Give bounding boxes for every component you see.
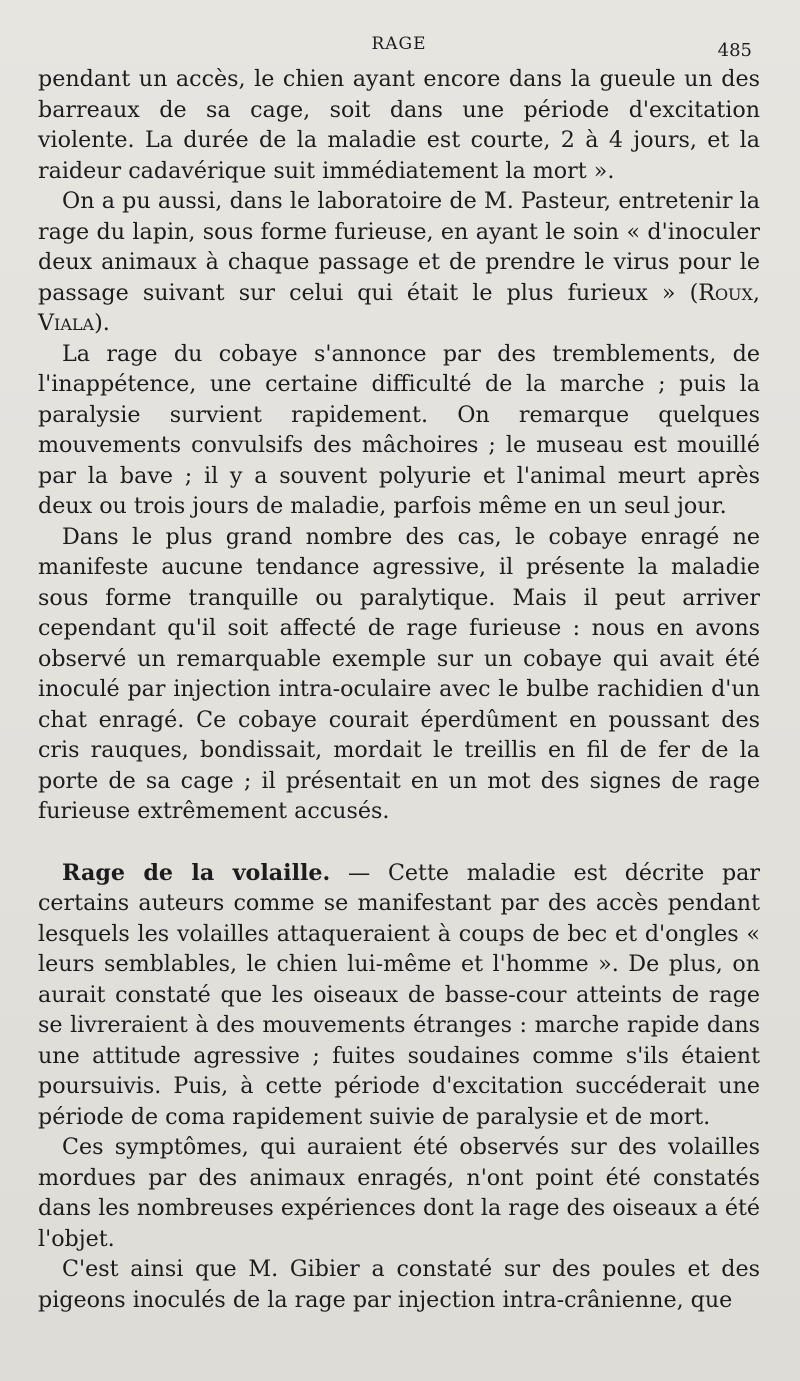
running-title: RAGE <box>371 34 427 54</box>
paragraph-symptoms-not-confirmed: Ces symptômes, qui auraient été observés sur des volailles mordues par des animaux enragés, n'ont point été constatés dans les nombreuses expériences dont la rage des oiseaux a été l'objet. <box>38 1134 760 1252</box>
section-heading: Rage de la volaille. <box>62 859 331 886</box>
paragraph-cobaye-symptoms: La rage du cobaye s'annonce par des tremblements, de l'inappétence, une certaine difficulté de la marche ; puis la paralysie survient rapidement. On remarque quelques mouvements convulsifs des mâchoires ; le museau est mouillé par la bave ; il y a souvent polyurie et l'animal meurt après deux ou trois jours de maladie, parfois même en un seul jour. <box>38 340 760 519</box>
body-text <box>38 64 760 1315</box>
paragraph-continued: pendant un accès, le chien ayant encore dans la gueule un des barreaux de sa cage, soit dans une période d'excitation violente. La durée de la maladie est courte, 2 à 4 jours, et la raideur cadavérique suit immédiatement la mort ». <box>38 66 760 184</box>
running-header <box>38 0 760 64</box>
paragraph-text: On a pu aussi, dans le laboratoire de M. Pasteur, entretenir la rage du lapin, sous forme furieuse, en ayant le soin « d'inoculer deux animaux à chaque passage et de prendre le virus pour le passage suivant sur celui qui était le plus furieux » ( <box>38 188 760 306</box>
paragraph-volaille <box>38 858 760 1133</box>
paragraph-end: ). <box>94 310 110 336</box>
paragraph-gibier: C'est ainsi que M. Gibier a constaté sur des poules et des pigeons inoculés de la rage par injection intra-crânienne, que <box>38 1256 760 1313</box>
page-number: 485 <box>717 40 752 61</box>
paragraph-pasteur-lab <box>38 186 760 339</box>
paragraph-text: — Cette maladie est décrite par certains auteurs comme se manifestant par des accès pendant lesquels les volailles attaqueraient à coups de bec et d'ongles « leurs semblables, le chien lui-même et l'homme ». De plus, on aurait constaté que les oiseaux de basse-cour atteints de rage se livreraient à des mouvements étranges : marche rapide dans une attitude agressive ; fuites soudaines comme s'ils étaient poursuivis. Puis, à cette période d'excitation succéderait une période de coma rapidement suivie de paralysie et de mort. <box>38 859 760 1130</box>
author-citation: Roux, Viala <box>38 279 760 336</box>
paragraph-cobaye-forms: Dans le plus grand nombre des cas, le cobaye enragé ne manifeste aucune tendance agressive, il présente la maladie sous forme tranquille ou paralytique. Mais il peut arriver cependant qu'il soit affecté de rage furieuse : nous en avons observé un remarquable exemple sur un cobaye qui avait été inoculé par injection intra-oculaire avec le bulbe rachidien d'un chat enragé. Ce cobaye courait éperdûment en poussant des cris rauques, bondissait, mordait le treillis en fil de fer de la porte de sa cage ; il présentait en un mot des signes de rage furieuse extrêmement accusés. <box>38 523 760 824</box>
